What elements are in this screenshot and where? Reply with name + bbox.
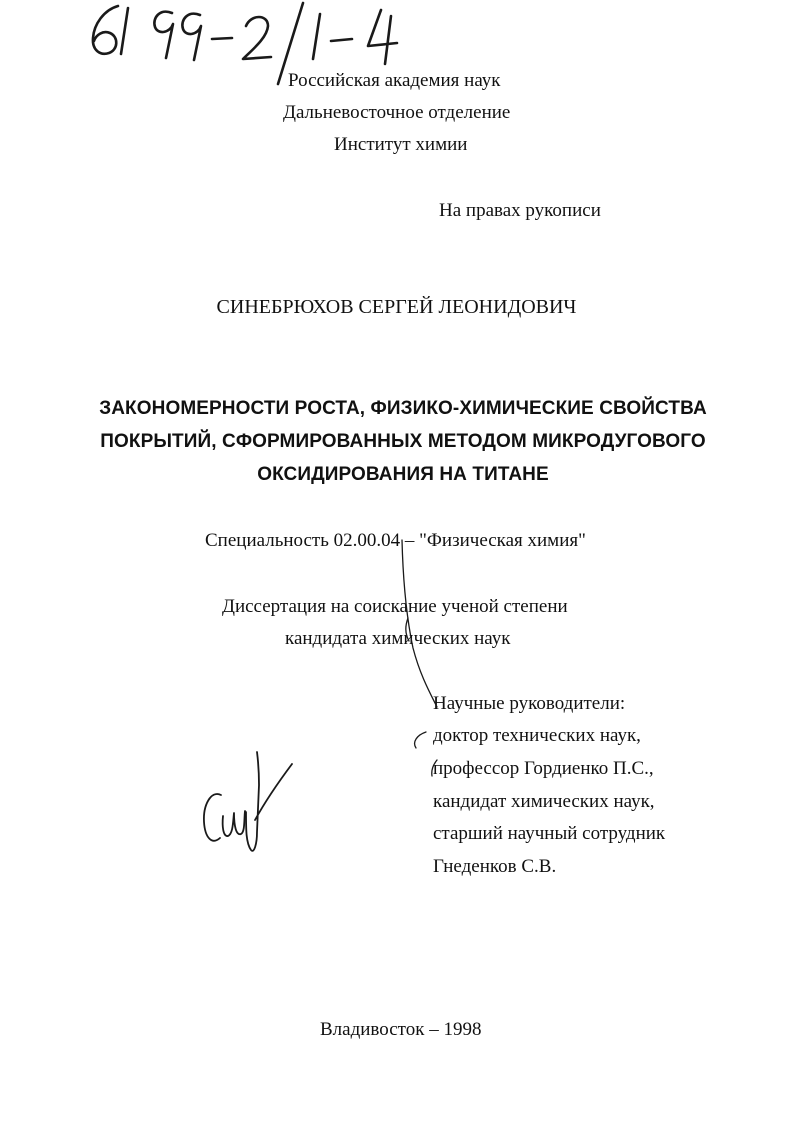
dissertation-line-1: Диссертация на соискание ученой степени — [222, 596, 568, 617]
branch-name: Дальневосточное отделение — [283, 102, 511, 123]
rights-note: На правах рукописи — [439, 200, 601, 221]
supervisor-line-4: старший научный сотрудник — [433, 823, 666, 844]
thesis-title-line-3: ОКСИДИРОВАНИЯ НА ТИТАНЕ — [257, 464, 549, 485]
dissertation-line-2: кандидата химических наук — [285, 628, 511, 649]
specialty: Специальность 02.00.04 – "Физическая химия" — [205, 530, 586, 551]
supervisor-line-2: профессор Гордиенко П.С., — [433, 758, 654, 779]
supervisors-heading: Научные руководители: — [433, 693, 626, 714]
author-name: СИНЕБРЮХОВ СЕРГЕЙ ЛЕОНИДОВИЧ — [216, 296, 577, 318]
supervisor-line-1: доктор технических наук, — [433, 725, 641, 746]
supervisor-line-5: Гнеденков С.В. — [433, 856, 557, 877]
thesis-title-line-1: ЗАКОНОМЕРНОСТИ РОСТА, ФИЗИКО-ХИМИЧЕСКИЕ СВОЙСТВА — [99, 398, 707, 419]
institute-name: Институт химии — [334, 134, 468, 155]
city-year: Владивосток – 1998 — [320, 1019, 482, 1040]
organization-name: Российская академия наук — [288, 70, 501, 91]
thesis-title-line-2: ПОКРЫТИЙ, СФОРМИРОВАННЫХ МЕТОДОМ МИКРОДУГОВОГО — [100, 431, 706, 452]
supervisor-line-3: кандидат химических наук, — [433, 791, 655, 812]
